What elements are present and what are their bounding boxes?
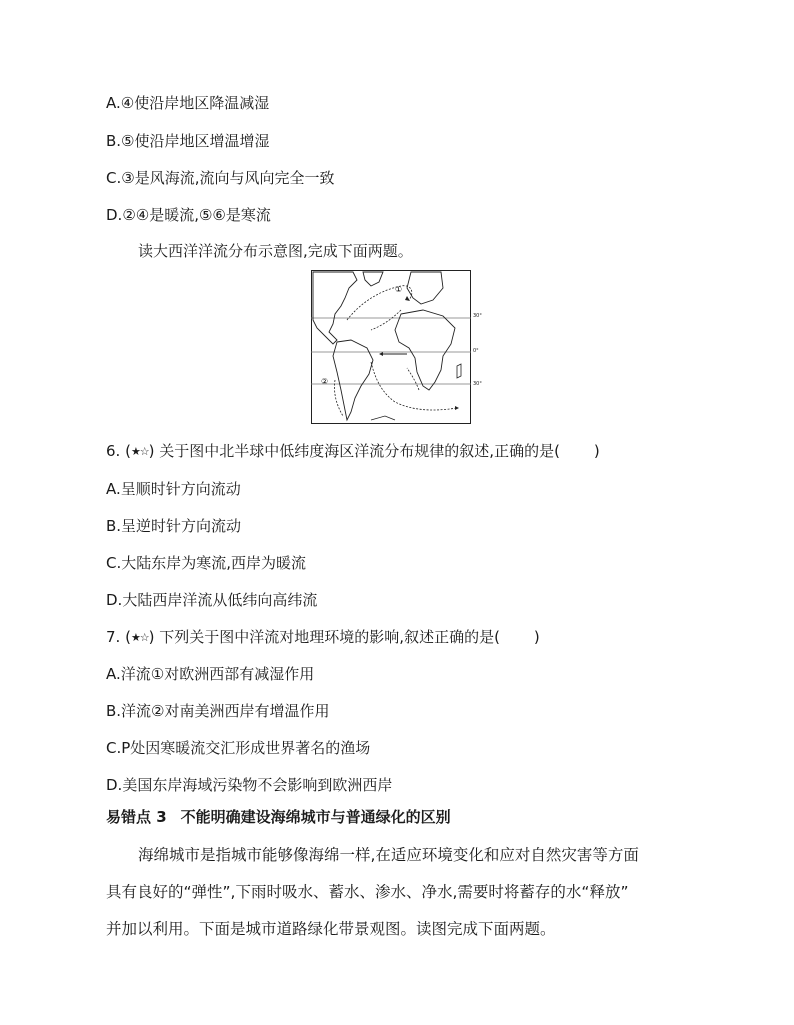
q5-option-d: D.②④是暖流,⑤⑥是寒流 [106, 206, 271, 224]
passage-line-1: 海绵城市是指城市能够像海绵一样,在适应环境变化和应对自然灾害等方面 [138, 846, 639, 864]
map-intro-text: 读大西洋洋流分布示意图,完成下面两题。 [138, 242, 413, 260]
difficulty-star-icon: ★☆ [130, 631, 149, 644]
q7-option-c: C.P处因寒暖流交汇形成世界著名的渔场 [106, 739, 371, 757]
q6-option-d: D.大陆西岸洋流从低纬向高纬流 [106, 591, 318, 609]
q6-option-c: C.大陆东岸为寒流,西岸为暖流 [106, 554, 307, 572]
passage-line-3: 并加以利用。下面是城市道路绿化带景观图。读图完成下面两题。 [106, 920, 556, 938]
q7-number: 7. [106, 628, 121, 646]
q7-stem-text: 下列关于图中洋流对地理环境的影响,叙述正确的是( [159, 628, 500, 646]
q7-close-paren: ) [533, 628, 540, 646]
q5-option-a: A.④使沿岸地区降温减湿 [106, 94, 270, 112]
map-label-current-1: ① [395, 285, 403, 294]
passage [106, 837, 706, 948]
q7-option-a: A.洋流①对欧洲西部有减湿作用 [106, 665, 315, 683]
q7-option-d: D.美国东岸海域污染物不会影响到欧洲西岸 [106, 776, 393, 794]
q7-option-b: B.洋流②对南美洲西岸有增温作用 [106, 702, 330, 720]
q5-option-c: C.③是风海流,流向与风向完全一致 [106, 169, 335, 187]
lat-label-30s-outer: 30° [473, 381, 482, 387]
map-label-current-2: ② [321, 377, 329, 386]
section-label: 易错点 3 [106, 808, 167, 826]
difficulty-star-icon: ★☆ [130, 445, 149, 458]
atlantic-current-map [311, 270, 471, 424]
question-7-stem: 7. (★☆) 下列关于图中洋流对地理环境的影响,叙述正确的是( ) [106, 628, 540, 646]
q6-number: 6. [106, 442, 121, 460]
q6-stem-text: 关于图中北半球中低纬度海区洋流分布规律的叙述,正确的是( [159, 442, 560, 460]
q6-close-paren: ) [593, 442, 600, 460]
lat-label-equator-outer: 0° [473, 348, 479, 354]
q6-option-a: A.呈顺时针方向流动 [106, 480, 241, 498]
q5-option-b: B.⑤使沿岸地区增温增湿 [106, 132, 270, 150]
lat-label-30n-outer: 30° [473, 313, 482, 319]
passage-line-2: 具有良好的“弹性”,下雨时吸水、蓄水、渗水、净水,需要时将蓄存的水“释放” [106, 883, 629, 901]
section-title: 不能明确建设海绵城市与普通绿化的区别 [180, 808, 451, 826]
q6-option-b: B.呈逆时针方向流动 [106, 517, 242, 535]
section-heading [106, 806, 451, 827]
question-6-stem: 6. (★☆) 关于图中北半球中低纬度海区洋流分布规律的叙述,正确的是( ) [106, 442, 600, 460]
